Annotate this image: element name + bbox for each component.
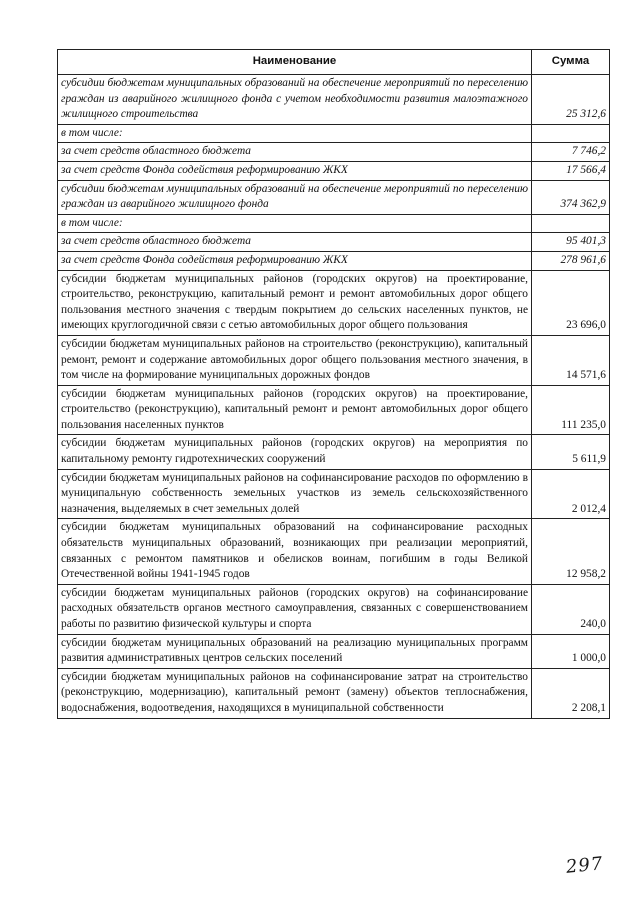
row-name: за счет средств Фонда содействия реформированию ЖКХ — [58, 161, 532, 180]
table-row — [58, 519, 610, 584]
row-name: в том числе: — [58, 124, 532, 143]
row-name: субсидии бюджетам муниципальных районов на софинансирование затрат на строительство (реконструкцию, модернизацию), капитальный ремонт (замену) объектов теплоснабжения, водоснабжения, водоотведения, находящихся в муниципальной собственности — [58, 668, 532, 718]
table-row — [58, 233, 610, 252]
row-name: субсидии бюджетам муниципальных образований на обеспечение мероприятий по переселению граждан из аварийного жилищного фонда с учетом необходимости развития малоэтажного жилищного строительства — [58, 75, 532, 125]
table-row — [58, 469, 610, 519]
budget-table-container — [57, 49, 609, 719]
row-name: за счет средств Фонда содействия реформированию ЖКХ — [58, 251, 532, 270]
table-row — [58, 214, 610, 233]
row-amount: 5 611,9 — [532, 435, 610, 469]
row-name: субсидии бюджетам муниципальных образований на обеспечение мероприятий по переселению граждан из аварийного жилищного фонда — [58, 180, 532, 214]
table-row — [58, 668, 610, 718]
row-amount: 2 012,4 — [532, 469, 610, 519]
budget-table — [57, 49, 610, 719]
row-name: субсидии бюджетам муниципальных образований на реализацию муниципальных программ развития административных центров сельских поселений — [58, 634, 532, 668]
row-amount: 95 401,3 — [532, 233, 610, 252]
row-amount: 2 208,1 — [532, 668, 610, 718]
table-row — [58, 124, 610, 143]
table-body — [58, 75, 610, 719]
row-amount: 17 566,4 — [532, 161, 610, 180]
table-row — [58, 634, 610, 668]
row-amount: 111 235,0 — [532, 385, 610, 435]
row-name: субсидии бюджетам муниципальных образований на софинансирование расходных обязательств муниципальных образований, возникающих при реализации мероприятий, связанных с ремонтом памятников и обелисков воинам, погибшим в годы Великой Отечественной войны 1941-1945 годов — [58, 519, 532, 584]
table-row — [58, 335, 610, 385]
row-amount: 23 696,0 — [532, 270, 610, 335]
row-amount: 7 746,2 — [532, 143, 610, 162]
row-name: субсидии бюджетам муниципальных районов на строительство (реконструкцию), капитальный ремонт, ремонт и содержание автомобильных дорог общего пользования местного значения, в том числе на формирование муниципальных дорожных фондов — [58, 335, 532, 385]
table-row — [58, 180, 610, 214]
row-amount: 278 961,6 — [532, 251, 610, 270]
row-amount: 240,0 — [532, 584, 610, 634]
table-header-row — [58, 50, 610, 75]
table-row — [58, 251, 610, 270]
row-amount: 1 000,0 — [532, 634, 610, 668]
table-row — [58, 161, 610, 180]
table-row — [58, 143, 610, 162]
page-number: 297 — [565, 853, 605, 878]
row-name: субсидии бюджетам муниципальных районов (городских округов) на проектирование, строительство (реконструкцию), капитальный ремонт и ремонт автомобильных дорог общего пользования населенных пунктов — [58, 385, 532, 435]
row-name: в том числе: — [58, 214, 532, 233]
table-row — [58, 584, 610, 634]
header-name: Наименование — [58, 50, 532, 75]
row-amount — [532, 214, 610, 233]
row-amount: 12 958,2 — [532, 519, 610, 584]
row-name: субсидии бюджетам муниципальных районов на софинансирование расходов по оформлению в муниципальную собственность земельных участков из земель сельскохозяйственного назначения, выделяемых в счет земельных долей — [58, 469, 532, 519]
row-amount — [532, 124, 610, 143]
row-amount: 374 362,9 — [532, 180, 610, 214]
row-amount: 14 571,6 — [532, 335, 610, 385]
row-amount: 25 312,6 — [532, 75, 610, 125]
row-name: субсидии бюджетам муниципальных районов (городских округов) на проектирование, строительство, реконструкцию, капитальный ремонт и ремонт автомобильных дорог общего пользования местного значения с твердым покрытием до сельских населенных пунктов, не имеющих круглогодичной связи с сетью автомобильных дорог общего пользования — [58, 270, 532, 335]
row-name: за счет средств областного бюджета — [58, 233, 532, 252]
header-amount: Сумма — [532, 50, 610, 75]
table-row — [58, 270, 610, 335]
table-row — [58, 75, 610, 125]
table-row — [58, 435, 610, 469]
row-name: субсидии бюджетам муниципальных районов (городских округов) на софинансирование расходных обязательств органов местного самоуправления, связанных с совершенствованием работы по развитию физической культуры и спорта — [58, 584, 532, 634]
row-name: за счет средств областного бюджета — [58, 143, 532, 162]
row-name: субсидии бюджетам муниципальных районов (городских округов) на мероприятия по капитальному ремонту гидротехнических сооружений — [58, 435, 532, 469]
table-row — [58, 385, 610, 435]
